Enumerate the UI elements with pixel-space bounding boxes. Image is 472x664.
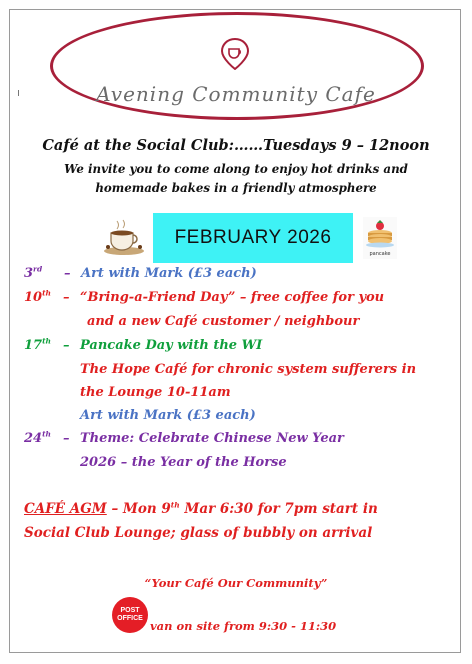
month-label: FEBRUARY 2026	[174, 227, 332, 248]
event-line: Art with Mark (£3 each)	[81, 266, 257, 281]
coffee-pin-icon	[221, 38, 249, 70]
headline: Café at the Social Club:……Tuesdays 9 – 12noon	[42, 137, 430, 154]
event-date: 10th	[24, 288, 52, 305]
event-date: 3rd	[24, 264, 43, 281]
month-banner	[153, 213, 353, 263]
coffee-cup-icon	[102, 217, 146, 257]
slogan: “Your Café Our Community”	[144, 576, 328, 590]
cafe-name: Avening Community Cafe	[96, 82, 376, 106]
event-dash: –	[63, 431, 70, 446]
event-date: 17th	[24, 336, 52, 353]
event-line: The Hope Café for chronic system sufferers in	[80, 362, 417, 377]
post-office-logo: POST OFFICE	[112, 597, 148, 633]
intro-line: homemade bakes in a friendly atmosphere	[95, 181, 377, 195]
van-notice: van on site from 9:30 - 11:30	[150, 619, 337, 633]
agm-line: Social Club Lounge; glass of bubbly on arrival	[24, 525, 373, 541]
event-dash: –	[64, 266, 71, 281]
event-line: Theme: Celebrate Chinese New Year	[80, 431, 344, 446]
event-line: Art with Mark (£3 each)	[80, 408, 256, 423]
event-date: 24th	[24, 429, 52, 446]
event-line: and a new Café customer / neighbour	[87, 314, 360, 329]
event-line: Pancake Day with the WI	[80, 338, 263, 353]
agm-line: CAFÉ AGM – Mon 9th Mar 6:30 for 7pm start in	[24, 500, 378, 517]
event-dash: –	[63, 290, 70, 305]
event-line: 2026 – the Year of the Horse	[80, 455, 287, 470]
event-dash: –	[63, 338, 70, 353]
pancake-icon	[363, 217, 397, 259]
event-line: “Bring-a-Friend Day” – free coffee for you	[80, 290, 385, 305]
intro-line: We invite you to come along to enjoy hot drinks and	[64, 162, 408, 176]
agm-label: CAFÉ AGM	[24, 501, 107, 517]
pancake-caption: pancake	[369, 251, 391, 257]
event-line: the Lounge 10-11am	[80, 385, 231, 400]
intro	[40, 160, 432, 198]
